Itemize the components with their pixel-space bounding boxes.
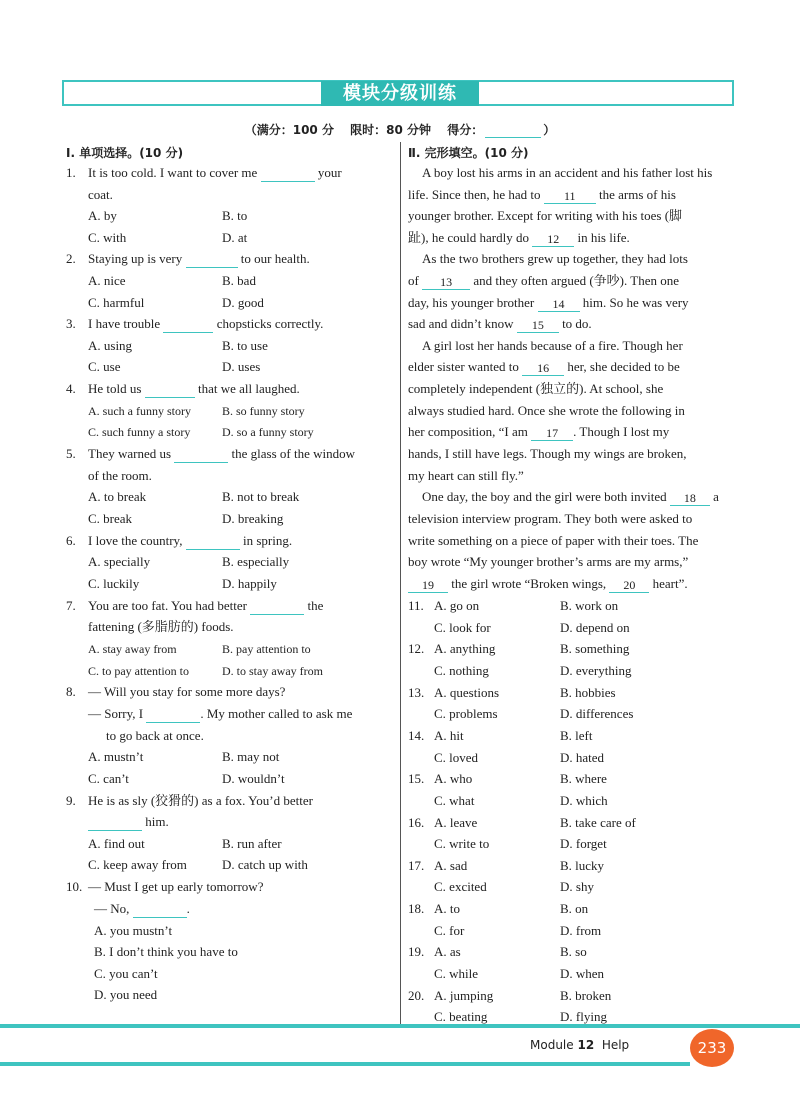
option[interactable]: A. who [434, 771, 473, 787]
passage-line: television interview program. They both were asked to [408, 511, 693, 526]
passage-line: As the two brothers grew up together, they had lots [422, 251, 688, 266]
option[interactable]: A. nice [88, 273, 126, 288]
option[interactable]: C. to pay attention to [88, 664, 189, 678]
option[interactable]: D. to stay away from [222, 664, 323, 678]
question-number: 14. [408, 727, 425, 743]
passage-line: of 13 and they often argued (争吵). Then one [408, 273, 679, 289]
passage-line: One day, the boy and the girl were both invited 18 a [422, 489, 719, 505]
option[interactable]: A. you mustn’t [94, 923, 173, 938]
question-text: It is too cold. I want to cover me your [88, 165, 342, 180]
question-text: fattening (多脂肪的) foods. [88, 619, 234, 634]
option[interactable]: B. where [560, 771, 607, 787]
answer-blank[interactable] [145, 384, 195, 398]
page-title: 模块分级训练 [321, 81, 479, 106]
option[interactable]: D. which [560, 792, 608, 808]
answer-blank[interactable] [186, 536, 240, 550]
option[interactable]: C. while [434, 966, 479, 981]
answer-blank[interactable] [146, 709, 200, 723]
option[interactable]: A. by [88, 208, 117, 223]
option[interactable]: B. work on [560, 598, 619, 613]
passage-line: completely independent (独立的). At school, she [408, 381, 664, 396]
option[interactable]: C. can’t [88, 771, 129, 786]
option[interactable]: D. you need [94, 987, 158, 1002]
answer-blank[interactable]: 18 [670, 492, 710, 506]
question-text: They warned us the glass of the window [88, 446, 356, 461]
answer-blank[interactable] [174, 449, 228, 463]
option[interactable]: D. so a funny story [222, 425, 314, 439]
option[interactable]: B. left [560, 727, 593, 743]
question-text: I love the country, in spring. [88, 533, 293, 548]
full-score: （满分：100 分 [244, 123, 334, 137]
section-title: Ⅱ. 完形填空。(10 分) [408, 146, 529, 160]
passage-line: always studied hard. Once she wrote the following in [408, 403, 685, 418]
column-divider [400, 142, 401, 1024]
option[interactable]: B. broken [560, 987, 612, 1003]
option[interactable]: C. for [434, 922, 465, 938]
question-number: 19. [408, 944, 425, 960]
score-blank[interactable] [485, 125, 541, 138]
passage-line: day, his younger brother 14 him. So he was very [408, 295, 689, 311]
passage-line: her composition, “I am 17 . Though I lost my [408, 424, 670, 440]
question-number: 2. [66, 251, 76, 266]
passage-line: elder sister wanted to 16 her, she decided to be [408, 359, 680, 375]
question-number: 13. [408, 684, 425, 700]
option[interactable]: B. something [560, 641, 630, 657]
option[interactable]: C. look for [434, 619, 491, 635]
option[interactable]: B. to [222, 208, 248, 223]
question-number: 7. [66, 598, 76, 613]
option[interactable]: C. excited [434, 879, 487, 895]
option[interactable]: C. problems [434, 706, 498, 722]
answer-blank[interactable]: 13 [422, 276, 470, 290]
option[interactable]: D. from [560, 922, 602, 938]
section-title: Ⅰ. 单项选择。(10 分) [66, 146, 184, 160]
option[interactable]: C. what [434, 792, 475, 808]
option[interactable]: D. everything [560, 662, 632, 678]
option[interactable]: D. hated [560, 749, 605, 765]
option[interactable]: A. mustn’t [88, 749, 144, 764]
question-number: 15. [408, 771, 425, 787]
option[interactable]: A. hit [434, 727, 464, 743]
option[interactable]: D. good [222, 295, 264, 310]
question-text: — Sorry, I . My mother called to ask me [88, 706, 353, 721]
answer-blank[interactable]: 16 [522, 362, 564, 376]
question-number: 10. [66, 879, 83, 894]
question-text: — Must I get up early tomorrow? [88, 879, 264, 894]
passage-line: A boy lost his arms in an accident and his father lost his [422, 165, 713, 180]
option[interactable]: B. not to break [222, 489, 300, 504]
answer-blank[interactable]: 12 [532, 233, 574, 247]
option[interactable]: B. lucky [560, 857, 605, 873]
question-number: 20. [408, 987, 425, 1003]
passage-line: younger brother. Except for writing with his toes (脚 [408, 208, 683, 223]
option[interactable]: D. flying [560, 1009, 607, 1025]
option[interactable]: A. anything [434, 641, 496, 657]
passage-line: life. Since then, he had to 11 the arms of his [408, 187, 676, 203]
passage-line: sad and didn’t know 15 to do. [408, 316, 592, 332]
question-number: 11. [408, 598, 424, 613]
option[interactable]: B. to use [222, 338, 268, 353]
option[interactable]: C. break [88, 511, 133, 526]
answer-blank[interactable]: 17 [531, 427, 573, 441]
option[interactable]: D. depend on [560, 619, 630, 635]
option[interactable]: A. go on [434, 598, 480, 613]
question-text: He told us that we all laughed. [88, 381, 300, 396]
option[interactable]: A. find out [88, 836, 145, 851]
option[interactable]: B. take care of [560, 814, 636, 830]
option[interactable]: B. bad [222, 273, 256, 288]
option[interactable]: B. I don’t think you have to [94, 944, 238, 959]
option[interactable]: C. loved [434, 749, 479, 765]
page-number: 233 [690, 1029, 734, 1067]
question-number: 1. [66, 165, 76, 180]
option[interactable]: C. harmful [88, 295, 145, 310]
option[interactable]: A. such a funny story [88, 404, 191, 418]
option[interactable]: A. sad [434, 857, 468, 873]
question-number: 8. [66, 684, 76, 699]
option[interactable]: A. to break [88, 489, 147, 504]
question-text: to go back at once. [106, 728, 204, 743]
option[interactable]: B. may not [222, 749, 280, 764]
passage-line: boy wrote “My younger brother’s arms are my arms,” [408, 554, 689, 569]
option[interactable]: D. when [560, 966, 605, 981]
option[interactable]: A. as [434, 944, 461, 960]
question-text: him. [88, 813, 169, 831]
option[interactable]: D. forget [560, 836, 607, 852]
question-text: Staying up is very to our health. [88, 251, 310, 266]
option[interactable]: C. nothing [434, 662, 489, 678]
option[interactable]: D. catch up with [222, 857, 308, 872]
answer-blank[interactable]: 19 [408, 579, 448, 593]
option[interactable]: C. such funny a story [88, 425, 191, 439]
time-limit: 限时：80 分钟 [350, 123, 432, 137]
option[interactable]: C. write to [434, 836, 490, 852]
option[interactable]: A. using [88, 338, 133, 353]
option[interactable]: D. breaking [222, 511, 284, 526]
question-text: — Will you stay for some more days? [88, 684, 286, 699]
question-number: 5. [66, 446, 76, 461]
passage-line: 趾), he could hardly do 12 in his life. [408, 230, 630, 246]
option[interactable]: D. wouldn’t [222, 771, 285, 786]
answer-blank[interactable]: 20 [609, 579, 649, 593]
option[interactable]: C. beating [434, 1009, 488, 1025]
footer-rule [0, 1024, 800, 1028]
option[interactable]: D. uses [222, 359, 261, 374]
question-number: 3. [66, 316, 76, 331]
footer-rule [0, 1062, 690, 1066]
option[interactable]: B. especially [222, 554, 290, 569]
question-text: of the room. [88, 468, 152, 483]
option[interactable]: B. so funny story [222, 404, 305, 418]
option[interactable]: D. differences [560, 706, 634, 722]
option[interactable]: B. pay attention to [222, 642, 311, 656]
option[interactable]: A. leave [434, 814, 478, 830]
answer-blank[interactable] [133, 904, 187, 918]
answer-blank[interactable] [186, 254, 238, 268]
question-number: 17. [408, 857, 425, 873]
question-number: 6. [66, 533, 76, 548]
option[interactable]: C. you can’t [94, 966, 158, 981]
answer-blank[interactable]: 15 [517, 319, 559, 333]
footer-module: Module 12 Help [530, 1038, 630, 1052]
option[interactable]: B. hobbies [560, 684, 616, 700]
option[interactable]: C. use [88, 359, 121, 374]
passage-line: my heart can still fly.” [408, 468, 524, 483]
passage-line: A girl lost her hands because of a fire. Though her [422, 338, 683, 353]
passage-line: hands, I still have legs. Though my wings are broken, [408, 446, 687, 461]
answer-blank[interactable] [261, 168, 315, 182]
question-number: 18. [408, 901, 425, 917]
option[interactable]: C. with [88, 230, 127, 245]
question-text: You are too fat. You had better the [88, 598, 324, 613]
passage-line: 19 the girl wrote “Broken wings, 20 heart”. [408, 575, 688, 593]
option[interactable]: D. happily [222, 576, 277, 591]
option[interactable]: A. to [434, 901, 460, 917]
answer-blank[interactable] [163, 319, 213, 333]
option[interactable]: B. on [560, 901, 589, 917]
option[interactable]: D. shy [560, 879, 594, 895]
question-text: I have trouble chopsticks correctly. [88, 316, 324, 331]
option[interactable]: C. keep away from [88, 857, 187, 872]
question-text: coat. [88, 187, 113, 202]
answer-blank[interactable]: 11 [544, 190, 596, 204]
option[interactable]: A. stay away from [88, 642, 177, 656]
option[interactable]: A. jumping [434, 987, 494, 1003]
score-label: 得分： ） [447, 123, 556, 137]
score-line [0, 121, 800, 138]
option[interactable]: B. so [560, 944, 587, 960]
question-number: 16. [408, 814, 425, 830]
option[interactable]: B. run after [222, 836, 282, 851]
passage-line: write something on a piece of paper with their toes. The [408, 533, 699, 548]
question-number: 4. [66, 381, 76, 396]
answer-blank[interactable] [250, 601, 304, 615]
option[interactable]: A. specially [88, 554, 151, 569]
question-number: 9. [66, 793, 76, 808]
question-text: He is as sly (狡猾的) as a fox. You’d better [88, 793, 313, 808]
question-text: — No, . [94, 901, 190, 916]
question-number: 12. [408, 641, 425, 657]
option[interactable]: A. questions [434, 684, 499, 700]
option[interactable]: C. luckily [88, 576, 140, 591]
answer-blank[interactable] [88, 817, 142, 831]
answer-blank[interactable]: 14 [538, 298, 580, 312]
option[interactable]: D. at [222, 230, 248, 245]
